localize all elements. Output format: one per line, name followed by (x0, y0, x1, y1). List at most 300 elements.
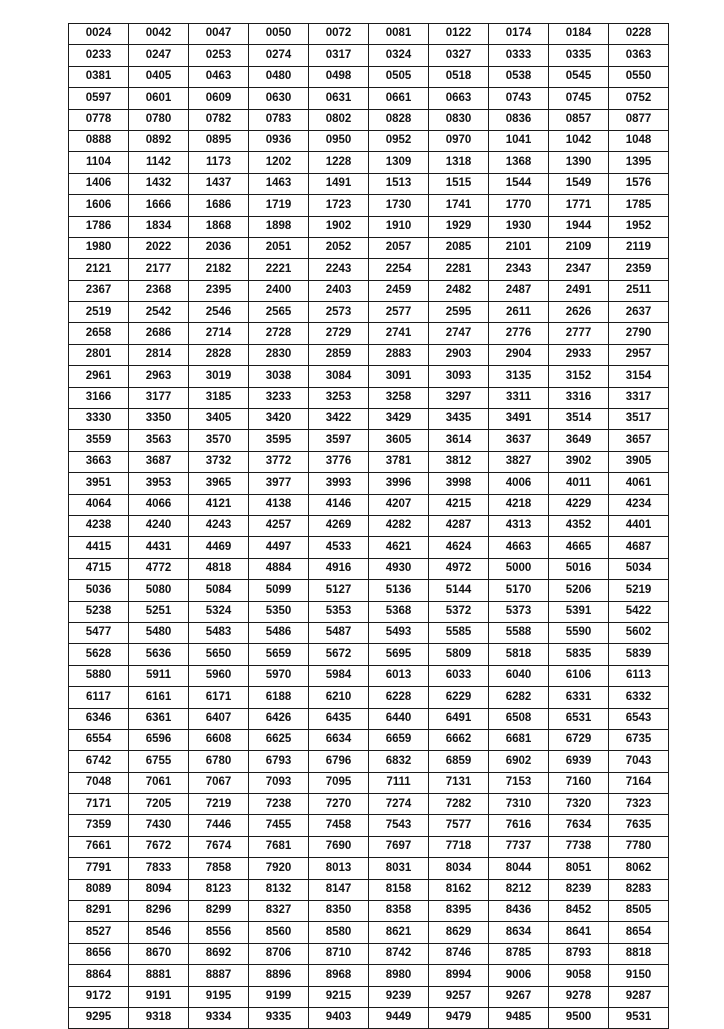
table-cell: 0830 (429, 109, 489, 130)
table-cell: 2254 (369, 259, 429, 280)
table-cell: 6361 (129, 708, 189, 729)
table-cell: 9479 (429, 1007, 489, 1028)
table-cell: 7543 (369, 815, 429, 836)
table-cell: 4930 (369, 558, 429, 579)
table-cell: 2776 (489, 323, 549, 344)
table-cell: 8358 (369, 901, 429, 922)
table-cell: 9195 (189, 986, 249, 1007)
table-cell: 7858 (189, 858, 249, 879)
table-cell: 5590 (549, 622, 609, 643)
table-cell: 2904 (489, 344, 549, 365)
table-cell: 3177 (129, 387, 189, 408)
table-cell: 8158 (369, 879, 429, 900)
table-cell: 2400 (249, 280, 309, 301)
table-cell: 1723 (309, 195, 369, 216)
table-cell: 2182 (189, 259, 249, 280)
table-cell: 9531 (609, 1007, 669, 1028)
table-cell: 3311 (489, 387, 549, 408)
table-cell: 2459 (369, 280, 429, 301)
table-cell: 1142 (129, 152, 189, 173)
table-cell: 5144 (429, 580, 489, 601)
table-row (69, 537, 669, 558)
table-row (69, 751, 669, 772)
table-cell: 8634 (489, 922, 549, 943)
table-cell: 3827 (489, 451, 549, 472)
table-cell: 7320 (549, 794, 609, 815)
table-cell: 5483 (189, 622, 249, 643)
table-row (69, 323, 669, 344)
table-cell: 7171 (69, 794, 129, 815)
table-cell: 8793 (549, 943, 609, 964)
table-cell: 4243 (189, 515, 249, 536)
table-cell: 6113 (609, 665, 669, 686)
table-row (69, 66, 669, 87)
table-cell: 8692 (189, 943, 249, 964)
table-cell: 5880 (69, 665, 129, 686)
table-cell: 0327 (429, 45, 489, 66)
table-cell: 3253 (309, 387, 369, 408)
number-table-body (69, 24, 669, 1029)
table-cell: 5486 (249, 622, 309, 643)
table-cell: 1952 (609, 216, 669, 237)
table-cell: 6729 (549, 729, 609, 750)
table-cell: 8881 (129, 965, 189, 986)
table-cell: 3977 (249, 473, 309, 494)
table-cell: 8654 (609, 922, 669, 943)
table-cell: 7718 (429, 836, 489, 857)
table-cell: 3902 (549, 451, 609, 472)
table-cell: 1868 (189, 216, 249, 237)
table-cell: 7205 (129, 794, 189, 815)
table-cell: 7043 (609, 751, 669, 772)
table-cell: 7634 (549, 815, 609, 836)
table-cell: 0317 (309, 45, 369, 66)
table-row (69, 922, 669, 943)
table-cell: 6902 (489, 751, 549, 772)
table-cell: 2883 (369, 344, 429, 365)
table-cell: 1944 (549, 216, 609, 237)
table-row (69, 409, 669, 430)
table-cell: 6040 (489, 665, 549, 686)
table-cell: 2109 (549, 237, 609, 258)
table-cell: 0952 (369, 130, 429, 151)
table-cell: 1930 (489, 216, 549, 237)
table-cell: 8505 (609, 901, 669, 922)
table-cell: 8162 (429, 879, 489, 900)
table-cell: 7458 (309, 815, 369, 836)
table-cell: 2859 (309, 344, 369, 365)
table-row (69, 580, 669, 601)
table-cell: 5080 (129, 580, 189, 601)
table-cell: 4234 (609, 494, 669, 515)
table-cell: 0601 (129, 88, 189, 109)
table-cell: 0233 (69, 45, 129, 66)
table-cell: 7323 (609, 794, 669, 815)
table-cell: 2728 (249, 323, 309, 344)
table-cell: 0505 (369, 66, 429, 87)
table-cell: 2395 (189, 280, 249, 301)
table-cell: 2121 (69, 259, 129, 280)
table-cell: 2347 (549, 259, 609, 280)
table-cell: 2741 (369, 323, 429, 344)
table-cell: 8350 (309, 901, 369, 922)
table-cell: 2085 (429, 237, 489, 258)
table-cell: 2243 (309, 259, 369, 280)
table-cell: 3135 (489, 366, 549, 387)
table-cell: 9449 (369, 1007, 429, 1028)
table-cell: 1432 (129, 173, 189, 194)
table-cell: 8818 (609, 943, 669, 964)
table-cell: 5628 (69, 644, 129, 665)
table-cell: 1368 (489, 152, 549, 173)
table-row (69, 879, 669, 900)
table-row (69, 430, 669, 451)
table-cell: 6939 (549, 751, 609, 772)
table-cell: 4269 (309, 515, 369, 536)
table-cell: 3514 (549, 409, 609, 430)
table-cell: 0498 (309, 66, 369, 87)
table-cell: 1513 (369, 173, 429, 194)
table-cell: 3812 (429, 451, 489, 472)
table-cell: 1202 (249, 152, 309, 173)
table-row (69, 858, 669, 879)
table-cell: 6755 (129, 751, 189, 772)
table-cell: 6508 (489, 708, 549, 729)
table-cell: 1741 (429, 195, 489, 216)
table-cell: 9485 (489, 1007, 549, 1028)
table-cell: 0663 (429, 88, 489, 109)
table-cell: 4229 (549, 494, 609, 515)
table-row (69, 366, 669, 387)
table-cell: 3154 (609, 366, 669, 387)
table-cell: 7455 (249, 815, 309, 836)
table-cell: 0072 (309, 24, 369, 45)
table-cell: 8436 (489, 901, 549, 922)
table-cell: 4146 (309, 494, 369, 515)
table-cell: 0047 (189, 24, 249, 45)
table-cell: 5000 (489, 558, 549, 579)
table-cell: 6332 (609, 687, 669, 708)
table-cell: 3233 (249, 387, 309, 408)
table-cell: 8556 (189, 922, 249, 943)
table-cell: 8706 (249, 943, 309, 964)
table-cell: 5422 (609, 601, 669, 622)
table-cell: 0122 (429, 24, 489, 45)
table-row (69, 515, 669, 536)
table-cell: 7833 (129, 858, 189, 879)
table-cell: 9150 (609, 965, 669, 986)
table-cell: 9267 (489, 986, 549, 1007)
table-cell: 5477 (69, 622, 129, 643)
table-cell: 7690 (309, 836, 369, 857)
table-cell: 5034 (609, 558, 669, 579)
table-cell: 7681 (249, 836, 309, 857)
table-cell: 4772 (129, 558, 189, 579)
table-cell: 5970 (249, 665, 309, 686)
table-cell: 3297 (429, 387, 489, 408)
table-cell: 0609 (189, 88, 249, 109)
table-cell: 3732 (189, 451, 249, 472)
table-cell: 5368 (369, 601, 429, 622)
table-cell: 2542 (129, 302, 189, 323)
table-row (69, 259, 669, 280)
table-cell: 0597 (69, 88, 129, 109)
table-cell: 8452 (549, 901, 609, 922)
table-cell: 0877 (609, 109, 669, 130)
table-cell: 7359 (69, 815, 129, 836)
table-cell: 2686 (129, 323, 189, 344)
table-cell: 8296 (129, 901, 189, 922)
table-cell: 0042 (129, 24, 189, 45)
table-cell: 0024 (69, 24, 129, 45)
table-cell: 1980 (69, 237, 129, 258)
table-cell: 8123 (189, 879, 249, 900)
table-cell: 2519 (69, 302, 129, 323)
table-cell: 1463 (249, 173, 309, 194)
table-cell: 8051 (549, 858, 609, 879)
table-cell: 3776 (309, 451, 369, 472)
table-cell: 8864 (69, 965, 129, 986)
table-cell: 7310 (489, 794, 549, 815)
table-cell: 5084 (189, 580, 249, 601)
table-cell: 0050 (249, 24, 309, 45)
table-cell: 0247 (129, 45, 189, 66)
table-cell: 3330 (69, 409, 129, 430)
table-cell: 2487 (489, 280, 549, 301)
table-cell: 9500 (549, 1007, 609, 1028)
table-row (69, 708, 669, 729)
table-cell: 3317 (609, 387, 669, 408)
table-cell: 1515 (429, 173, 489, 194)
number-table (68, 23, 669, 1029)
table-cell: 3563 (129, 430, 189, 451)
table-cell: 0970 (429, 130, 489, 151)
table-cell: 2482 (429, 280, 489, 301)
table-cell: 1770 (489, 195, 549, 216)
table-cell: 8546 (129, 922, 189, 943)
table-cell: 1395 (609, 152, 669, 173)
table-cell: 4469 (189, 537, 249, 558)
table-cell: 5036 (69, 580, 129, 601)
table-cell: 1666 (129, 195, 189, 216)
table-cell: 6435 (309, 708, 369, 729)
table-cell: 4665 (549, 537, 609, 558)
table-cell: 3951 (69, 473, 129, 494)
table-cell: 8742 (369, 943, 429, 964)
table-cell: 7219 (189, 794, 249, 815)
table-cell: 6859 (429, 751, 489, 772)
table-cell: 1491 (309, 173, 369, 194)
table-cell: 8132 (249, 879, 309, 900)
table-cell: 3953 (129, 473, 189, 494)
table-cell: 0936 (249, 130, 309, 151)
table-cell: 3993 (309, 473, 369, 494)
table-cell: 5353 (309, 601, 369, 622)
table-cell: 7131 (429, 772, 489, 793)
table-cell: 3422 (309, 409, 369, 430)
table-cell: 4687 (609, 537, 669, 558)
table-cell: 2022 (129, 237, 189, 258)
table-cell: 7738 (549, 836, 609, 857)
table-cell: 1606 (69, 195, 129, 216)
table-cell: 7577 (429, 815, 489, 836)
table-cell: 0274 (249, 45, 309, 66)
table-cell: 6229 (429, 687, 489, 708)
table-cell: 7737 (489, 836, 549, 857)
table-cell: 2637 (609, 302, 669, 323)
table-cell: 6625 (249, 729, 309, 750)
table-row (69, 794, 669, 815)
table-cell: 7238 (249, 794, 309, 815)
table-cell: 6543 (609, 708, 669, 729)
table-cell: 2626 (549, 302, 609, 323)
table-cell: 4624 (429, 537, 489, 558)
table-cell: 8968 (309, 965, 369, 986)
table-cell: 0836 (489, 109, 549, 130)
table-row (69, 302, 669, 323)
table-cell: 6796 (309, 751, 369, 772)
table-cell: 6106 (549, 665, 609, 686)
table-cell: 6161 (129, 687, 189, 708)
table-cell: 6491 (429, 708, 489, 729)
table-cell: 6681 (489, 729, 549, 750)
table-cell: 7674 (189, 836, 249, 857)
table-cell: 3657 (609, 430, 669, 451)
table-cell: 5960 (189, 665, 249, 686)
table-cell: 4287 (429, 515, 489, 536)
table-cell: 8994 (429, 965, 489, 986)
table-cell: 2101 (489, 237, 549, 258)
table-cell: 2830 (249, 344, 309, 365)
table-cell: 0895 (189, 130, 249, 151)
table-cell: 1898 (249, 216, 309, 237)
table-cell: 8670 (129, 943, 189, 964)
table-cell: 5324 (189, 601, 249, 622)
table-cell: 3649 (549, 430, 609, 451)
table-row (69, 130, 669, 151)
table-row (69, 601, 669, 622)
table-cell: 4497 (249, 537, 309, 558)
table-cell: 6596 (129, 729, 189, 750)
table-cell: 5219 (609, 580, 669, 601)
table-cell: 9006 (489, 965, 549, 986)
table-cell: 0857 (549, 109, 609, 130)
table-cell: 7095 (309, 772, 369, 793)
table-cell: 5839 (609, 644, 669, 665)
table-cell: 6210 (309, 687, 369, 708)
table-cell: 9278 (549, 986, 609, 1007)
table-cell: 4916 (309, 558, 369, 579)
table-cell: 2057 (369, 237, 429, 258)
table-row (69, 901, 669, 922)
table-cell: 0363 (609, 45, 669, 66)
table-cell: 2828 (189, 344, 249, 365)
table-cell: 5602 (609, 622, 669, 643)
table-cell: 0782 (189, 109, 249, 130)
table-cell: 2903 (429, 344, 489, 365)
table-cell: 4240 (129, 515, 189, 536)
table-row (69, 451, 669, 472)
table-cell: 4282 (369, 515, 429, 536)
table-cell: 1686 (189, 195, 249, 216)
table-cell: 1719 (249, 195, 309, 216)
table-cell: 6331 (549, 687, 609, 708)
table-cell: 6346 (69, 708, 129, 729)
table-row (69, 644, 669, 665)
table-cell: 1771 (549, 195, 609, 216)
table-cell: 3772 (249, 451, 309, 472)
table-cell: 3093 (429, 366, 489, 387)
table-cell: 5585 (429, 622, 489, 643)
table-cell: 7616 (489, 815, 549, 836)
table-cell: 4207 (369, 494, 429, 515)
table-cell: 3637 (489, 430, 549, 451)
table-cell: 8746 (429, 943, 489, 964)
table-cell: 3965 (189, 473, 249, 494)
table-cell: 6735 (609, 729, 669, 750)
table-cell: 5373 (489, 601, 549, 622)
table-cell: 5695 (369, 644, 429, 665)
table-cell: 0752 (609, 88, 669, 109)
table-cell: 8896 (249, 965, 309, 986)
table-cell: 0081 (369, 24, 429, 45)
table-cell: 0405 (129, 66, 189, 87)
table-cell: 8299 (189, 901, 249, 922)
table-cell: 1549 (549, 173, 609, 194)
table-row (69, 558, 669, 579)
table-cell: 1041 (489, 130, 549, 151)
table-cell: 2790 (609, 323, 669, 344)
table-cell: 3559 (69, 430, 129, 451)
table-cell: 2595 (429, 302, 489, 323)
table-cell: 6608 (189, 729, 249, 750)
table-cell: 7274 (369, 794, 429, 815)
table-cell: 5984 (309, 665, 369, 686)
table-cell: 6780 (189, 751, 249, 772)
table-cell: 5809 (429, 644, 489, 665)
table-cell: 1048 (609, 130, 669, 151)
table-cell: 4715 (69, 558, 129, 579)
table-cell: 8062 (609, 858, 669, 879)
table-cell: 3316 (549, 387, 609, 408)
table-row (69, 216, 669, 237)
table-cell: 4313 (489, 515, 549, 536)
table-cell: 9295 (69, 1007, 129, 1028)
table-row (69, 986, 669, 1007)
table-cell: 0745 (549, 88, 609, 109)
table-cell: 7446 (189, 815, 249, 836)
table-cell: 0950 (309, 130, 369, 151)
table-cell: 3491 (489, 409, 549, 430)
table-cell: 4352 (549, 515, 609, 536)
table-row (69, 24, 669, 45)
table-cell: 2367 (69, 280, 129, 301)
table-cell: 3905 (609, 451, 669, 472)
table-cell: 5835 (549, 644, 609, 665)
table-cell: 3998 (429, 473, 489, 494)
table-row (69, 1007, 669, 1028)
table-cell: 2359 (609, 259, 669, 280)
table-row (69, 109, 669, 130)
table-cell: 8629 (429, 922, 489, 943)
table-cell: 2511 (609, 280, 669, 301)
table-cell: 0778 (69, 109, 129, 130)
table-row (69, 687, 669, 708)
table-cell: 6228 (369, 687, 429, 708)
table-cell: 8283 (609, 879, 669, 900)
table-cell: 2658 (69, 323, 129, 344)
table-cell: 7920 (249, 858, 309, 879)
